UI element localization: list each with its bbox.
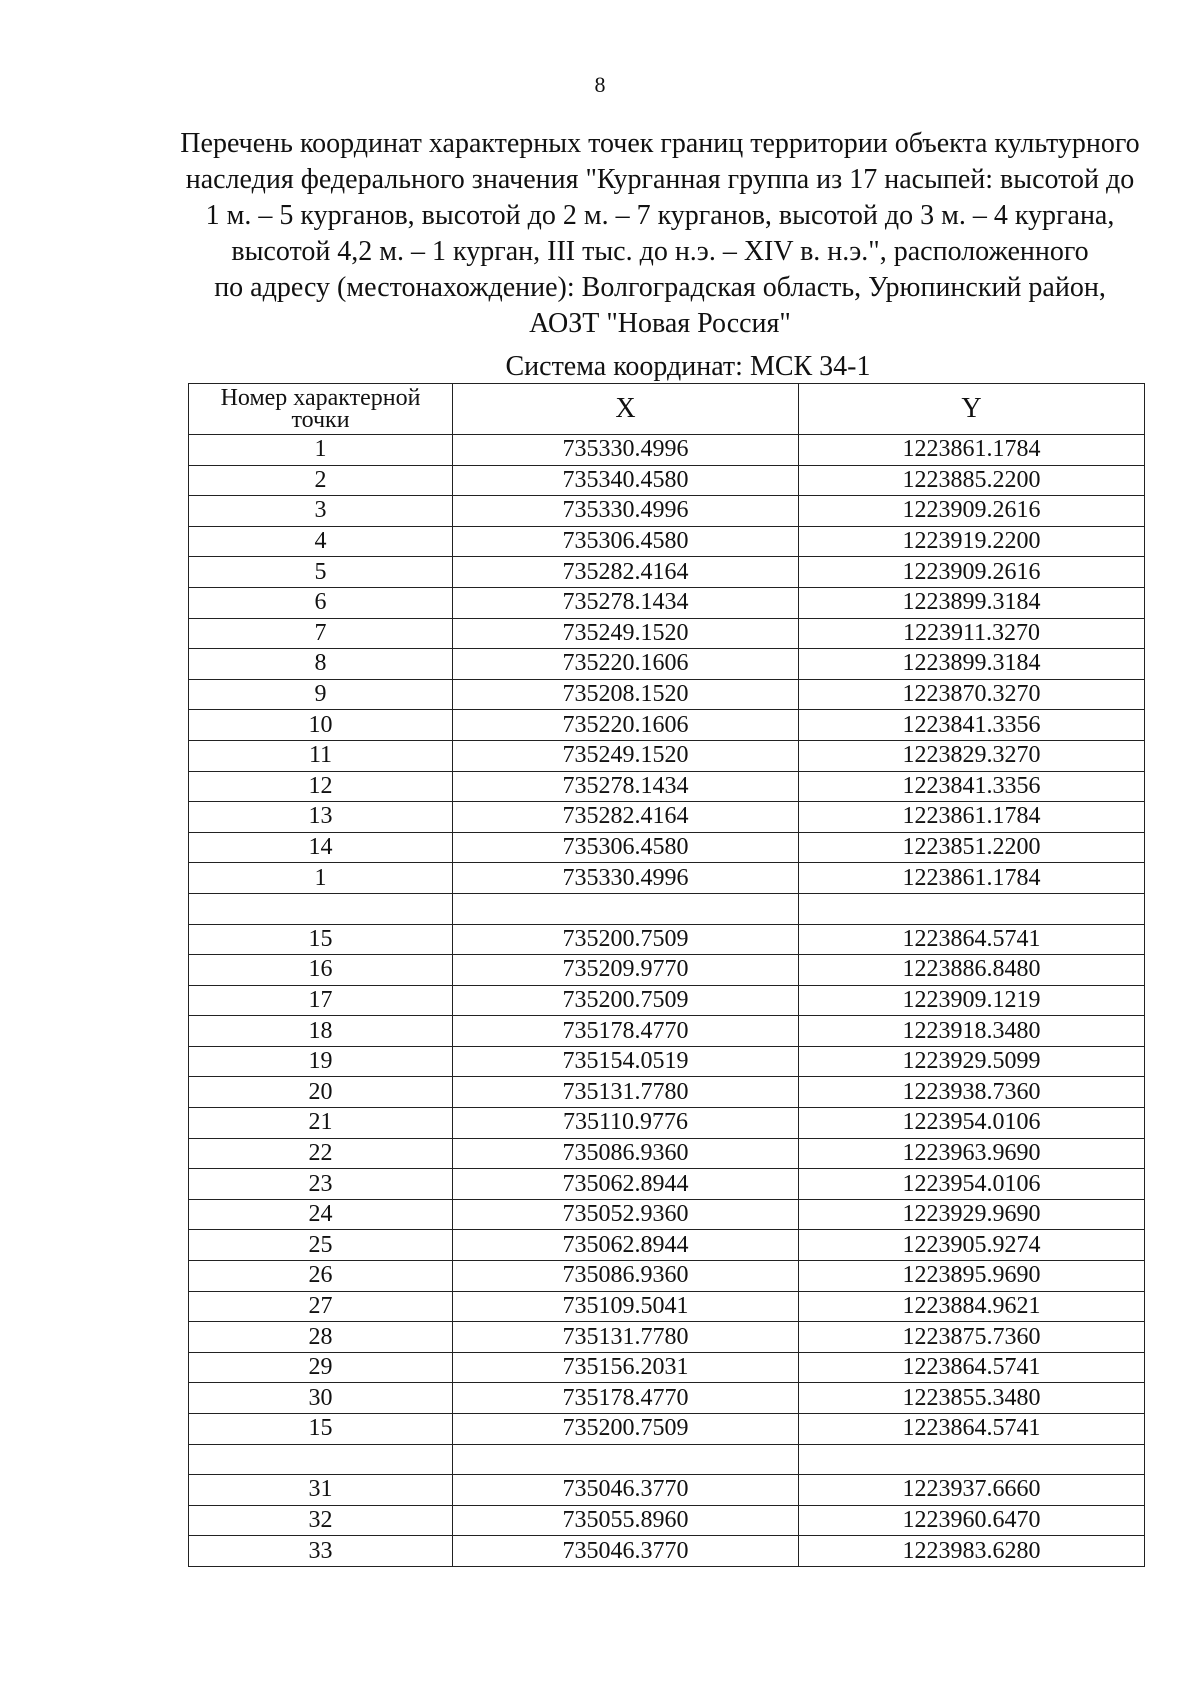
cell-x: 735062.8944: [453, 1230, 799, 1261]
cell-x: 735046.3770: [453, 1475, 799, 1506]
table-row: [189, 465, 1145, 496]
table-row: [189, 1505, 1145, 1536]
table-row: [189, 435, 1145, 466]
cell-point-number: 16: [189, 955, 453, 986]
table-row: [189, 924, 1145, 955]
cell-point-number: 30: [189, 1383, 453, 1414]
cell-y: 1223937.6660: [799, 1475, 1145, 1506]
document-title: [160, 126, 1160, 342]
cell-x: 735052.9360: [453, 1199, 799, 1230]
cell-x: 735131.7780: [453, 1322, 799, 1353]
table-row: [189, 740, 1145, 771]
table-row: [189, 1261, 1145, 1292]
table-row: [189, 955, 1145, 986]
table-row: [189, 526, 1145, 557]
cell-point-number: 23: [189, 1169, 453, 1200]
cell-x: 735278.1434: [453, 587, 799, 618]
table-row: [189, 1016, 1145, 1047]
cell-x: 735330.4996: [453, 496, 799, 527]
table-row: [189, 863, 1145, 894]
header-y: Y: [799, 384, 1145, 435]
cell-x: 735131.7780: [453, 1077, 799, 1108]
table-row: [189, 496, 1145, 527]
cell-point-number: 4: [189, 526, 453, 557]
table-row: [189, 1230, 1145, 1261]
cell-y: 1223861.1784: [799, 435, 1145, 466]
cell-y: 1223963.9690: [799, 1138, 1145, 1169]
cell-point-number: 10: [189, 710, 453, 741]
table-row: [189, 1199, 1145, 1230]
cell-y: 1223909.2616: [799, 496, 1145, 527]
cell-x: 735249.1520: [453, 740, 799, 771]
table-row: [189, 771, 1145, 802]
cell-point-number: 12: [189, 771, 453, 802]
cell-x: 735110.9776: [453, 1108, 799, 1139]
coordinate-system-caption: Система координат: МСК 34-1: [505, 351, 871, 382]
cell-x: 735156.2031: [453, 1352, 799, 1383]
table-row: [189, 1475, 1145, 1506]
cell-point-number: 17: [189, 985, 453, 1016]
cell-x: 735178.4770: [453, 1383, 799, 1414]
cell-point-number: [189, 893, 453, 924]
cell-x: 735306.4580: [453, 526, 799, 557]
table-row: [189, 649, 1145, 680]
cell-x: 735330.4996: [453, 435, 799, 466]
table-row: [189, 1444, 1145, 1475]
cell-y: 1223841.3356: [799, 710, 1145, 741]
table-row: [189, 710, 1145, 741]
cell-point-number: 26: [189, 1261, 453, 1292]
cell-x: 735249.1520: [453, 618, 799, 649]
cell-point-number: 31: [189, 1475, 453, 1506]
cell-x: 735055.8960: [453, 1505, 799, 1536]
cell-y: 1223954.0106: [799, 1169, 1145, 1200]
cell-y: 1223855.3480: [799, 1383, 1145, 1414]
cell-y: 1223954.0106: [799, 1108, 1145, 1139]
title-line: по адресу (местонахождение): Волгоградская область, Урюпинский район,: [214, 272, 1106, 303]
cell-x: 735200.7509: [453, 924, 799, 955]
cell-point-number: 5: [189, 557, 453, 588]
cell-point-number: 24: [189, 1199, 453, 1230]
cell-x: 735220.1606: [453, 649, 799, 680]
cell-y: 1223909.1219: [799, 985, 1145, 1016]
cell-y: 1223895.9690: [799, 1261, 1145, 1292]
cell-point-number: 14: [189, 832, 453, 863]
table-row: [189, 1383, 1145, 1414]
cell-x: 735086.9360: [453, 1138, 799, 1169]
cell-point-number: 7: [189, 618, 453, 649]
table-row: [189, 679, 1145, 710]
table-row: [189, 587, 1145, 618]
cell-point-number: 20: [189, 1077, 453, 1108]
cell-point-number: 27: [189, 1291, 453, 1322]
coordinates-table: [188, 383, 1145, 1567]
table-row: [189, 1352, 1145, 1383]
cell-x: 735330.4996: [453, 863, 799, 894]
cell-point-number: 11: [189, 740, 453, 771]
cell-point-number: 1: [189, 435, 453, 466]
cell-point-number: 28: [189, 1322, 453, 1353]
title-line: Перечень координат характерных точек границ территории объекта культурного: [180, 128, 1140, 159]
cell-x: 735086.9360: [453, 1261, 799, 1292]
cell-y: 1223841.3356: [799, 771, 1145, 802]
cell-y: 1223864.5741: [799, 1352, 1145, 1383]
header-point-number: Номер характерной точки: [189, 384, 453, 435]
cell-point-number: 6: [189, 587, 453, 618]
cell-x: 735340.4580: [453, 465, 799, 496]
table-row: [189, 1108, 1145, 1139]
cell-y: 1223983.6280: [799, 1536, 1145, 1567]
table-row: [189, 985, 1145, 1016]
cell-point-number: [189, 1444, 453, 1475]
cell-y: 1223909.2616: [799, 557, 1145, 588]
cell-y: 1223829.3270: [799, 740, 1145, 771]
table-row: [189, 893, 1145, 924]
cell-point-number: 15: [189, 924, 453, 955]
table-row: [189, 557, 1145, 588]
table-row: [189, 1046, 1145, 1077]
cell-point-number: 25: [189, 1230, 453, 1261]
title-line: 1 м. – 5 курганов, высотой до 2 м. – 7 курганов, высотой до 3 м. – 4 кургана,: [205, 200, 1115, 231]
cell-y: 1223929.9690: [799, 1199, 1145, 1230]
cell-x: 735062.8944: [453, 1169, 799, 1200]
table-row: [189, 1414, 1145, 1445]
cell-point-number: 22: [189, 1138, 453, 1169]
cell-point-number: 2: [189, 465, 453, 496]
cell-x: 735282.4164: [453, 802, 799, 833]
cell-point-number: 29: [189, 1352, 453, 1383]
cell-point-number: 15: [189, 1414, 453, 1445]
cell-y: 1223938.7360: [799, 1077, 1145, 1108]
cell-x: 735154.0519: [453, 1046, 799, 1077]
table-row: [189, 1536, 1145, 1567]
header-x: X: [453, 384, 799, 435]
cell-point-number: 9: [189, 679, 453, 710]
cell-y: 1223911.3270: [799, 618, 1145, 649]
table-row: [189, 1138, 1145, 1169]
cell-x: 735109.5041: [453, 1291, 799, 1322]
cell-x: 735278.1434: [453, 771, 799, 802]
table-row: [189, 1077, 1145, 1108]
cell-y: 1223886.8480: [799, 955, 1145, 986]
cell-point-number: 13: [189, 802, 453, 833]
cell-x: 735220.1606: [453, 710, 799, 741]
cell-y: 1223899.3184: [799, 649, 1145, 680]
cell-y: 1223851.2200: [799, 832, 1145, 863]
cell-y: 1223870.3270: [799, 679, 1145, 710]
cell-y: 1223885.2200: [799, 465, 1145, 496]
cell-x: 735306.4580: [453, 832, 799, 863]
table-row: [189, 832, 1145, 863]
cell-point-number: 32: [189, 1505, 453, 1536]
cell-x: 735208.1520: [453, 679, 799, 710]
cell-y: 1223864.5741: [799, 1414, 1145, 1445]
cell-point-number: 3: [189, 496, 453, 527]
cell-point-number: 1: [189, 863, 453, 894]
cell-x: 735200.7509: [453, 1414, 799, 1445]
cell-point-number: 18: [189, 1016, 453, 1047]
cell-x: 735178.4770: [453, 1016, 799, 1047]
cell-y: [799, 1444, 1145, 1475]
cell-y: 1223918.3480: [799, 1016, 1145, 1047]
cell-point-number: 33: [189, 1536, 453, 1567]
cell-y: 1223919.2200: [799, 526, 1145, 557]
table-row: [189, 802, 1145, 833]
cell-y: 1223899.3184: [799, 587, 1145, 618]
cell-x: 735282.4164: [453, 557, 799, 588]
cell-x: [453, 893, 799, 924]
table-body: [189, 435, 1145, 1567]
table-row: [189, 1291, 1145, 1322]
cell-y: 1223884.9621: [799, 1291, 1145, 1322]
cell-y: [799, 893, 1145, 924]
cell-point-number: 8: [189, 649, 453, 680]
cell-x: 735209.9770: [453, 955, 799, 986]
cell-y: 1223864.5741: [799, 924, 1145, 955]
table-row: [189, 1169, 1145, 1200]
table-row: [189, 1322, 1145, 1353]
cell-point-number: 21: [189, 1108, 453, 1139]
cell-x: 735046.3770: [453, 1536, 799, 1567]
cell-y: 1223861.1784: [799, 863, 1145, 894]
cell-y: 1223861.1784: [799, 802, 1145, 833]
title-line: высотой 4,2 м. – 1 курган, III тыс. до н.э. – XIV в. н.э.", расположенного: [231, 236, 1089, 267]
page-number: 8: [594, 72, 606, 97]
cell-y: 1223875.7360: [799, 1322, 1145, 1353]
cell-x: 735200.7509: [453, 985, 799, 1016]
table-header-row: [189, 384, 1145, 435]
cell-x: [453, 1444, 799, 1475]
table-row: [189, 618, 1145, 649]
title-line: АОЗТ "Новая Россия": [529, 308, 791, 339]
cell-y: 1223929.5099: [799, 1046, 1145, 1077]
cell-point-number: 19: [189, 1046, 453, 1077]
cell-y: 1223960.6470: [799, 1505, 1145, 1536]
cell-y: 1223905.9274: [799, 1230, 1145, 1261]
title-line: наследия федерального значения "Курганная группа из 17 насыпей: высотой до: [185, 164, 1135, 195]
